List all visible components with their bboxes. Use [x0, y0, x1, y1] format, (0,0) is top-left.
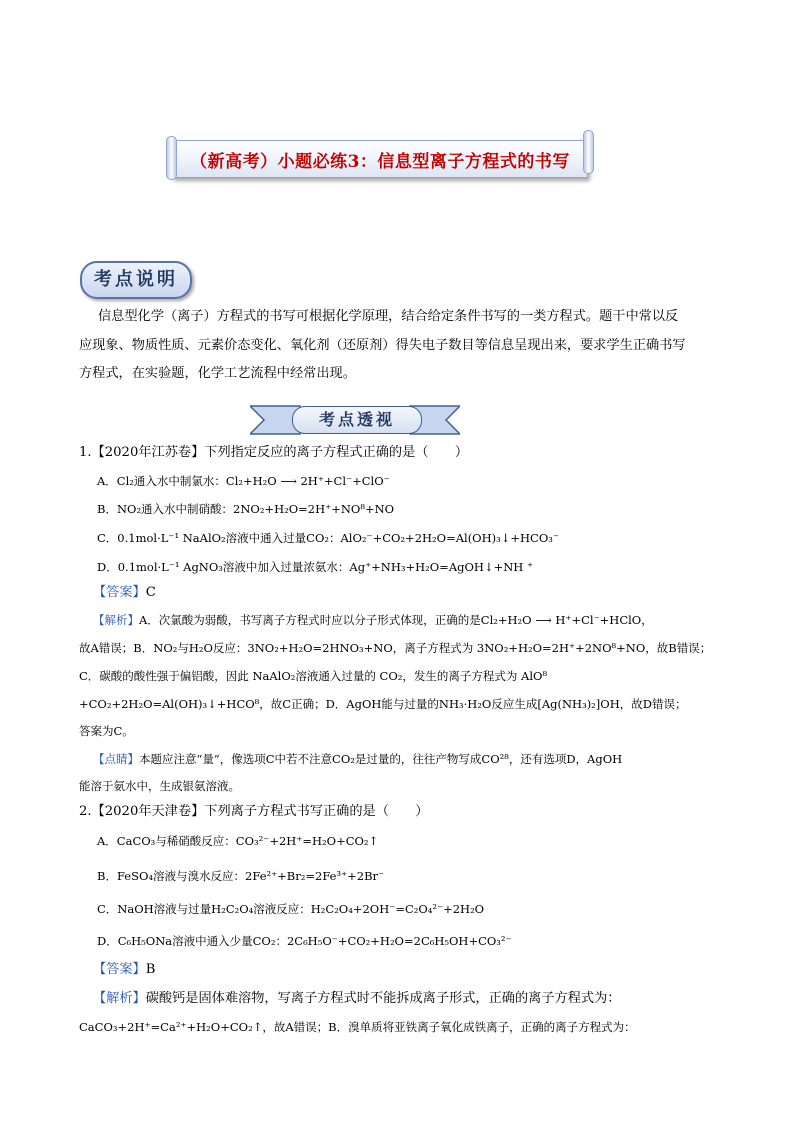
q1-analysis-line-1	[93, 610, 653, 630]
q2-stem: 2.【2020年天津卷】下列离子方程式书写正确的是（ ）	[79, 804, 429, 819]
q2-option-d: D．C₆H₅ONa溶液中通入少量CO₂：2C₆H₅O⁻+CO₂+H₂O=2C₆H₅OH+CO₃²⁻	[97, 934, 512, 948]
q1-analysis-line-5: 答案为C。	[79, 724, 134, 738]
q1-analysis-line-3: C．碳酸的酸性强于偏铝酸，因此 NaAlO₂溶液通入过量的 CO₂，发生的离子方程式为 AlO⁸	[79, 669, 548, 683]
q1-answer	[93, 583, 156, 603]
q1-note-line-1	[93, 749, 622, 769]
q2-option-c: C．NaOH溶液与过量H₂C₂O₄溶液反应：H₂C₂O₄+2OH⁻=C₂O₄²⁻+2H₂O	[97, 902, 485, 916]
page-title: （新高考）小题必练3：信息型离子方程式的书写	[190, 152, 570, 172]
q1-answer-tag: 【答案】	[93, 585, 146, 600]
q2-analysis-line-2: CaCO₃+2H⁺=Ca²⁺+H₂O+CO₂↑，故A错误；B．溴单质将亚铁离子氧化成铁离子，正确的离子方程式为：	[79, 1020, 636, 1034]
q1-stem: 1.【2020年江苏卷】下列指定反应的离子方程式正确的是（ ）	[79, 445, 469, 460]
q2-answer	[93, 960, 155, 980]
q1-answer-value: C	[145, 585, 156, 600]
q1-option-b: B．NO₂通入水中制硝酸：2NO₂+H₂O=2H⁺+NO⁸+NO	[97, 502, 395, 516]
intro-line-3: 方程式，在实验题，化学工艺流程中经常出现。	[79, 366, 356, 381]
title-banner	[166, 130, 594, 180]
section-ribbon-perspective	[250, 400, 460, 440]
q1-option-c: C．0.1mol·L⁻¹ NaAlO₂溶液中通入过量CO₂：AlO₂⁻+CO₂+2H₂O=Al(OH)₃↓+HCO₃⁻	[97, 531, 559, 545]
intro-line-2: 应现象、物质性质、元素价态变化、氧化剂（还原剂）得失电子数目等信息呈现出来，要求学生正确书写	[79, 338, 686, 353]
q1-note-tag: 【点睛】	[93, 752, 139, 766]
q1-analysis-tag: 【解析】	[93, 613, 139, 627]
q1-note-line-2: 能溶于氨水中，生成银氨溶液。	[79, 779, 240, 793]
q1-analysis-line-2: 故A错误；B．NO₂与H₂O反应：3NO₂+H₂O=2HNO₃+NO，离子方程式为 3NO₂+H₂O=2H⁺+2NO⁸+NO，故B错误；	[79, 641, 712, 655]
q2-analysis-tag: 【解析】	[93, 991, 146, 1006]
ribbon-label: 考点透视	[292, 406, 422, 434]
intro-line-1: 信息型化学（离子）方程式的书写可根据化学原理，结合给定条件书写的一类方程式。题干中常以反	[98, 309, 679, 324]
q2-answer-value: B	[145, 962, 156, 977]
q1-option-a: A．Cl₂通入水中制氯水：Cl₂+H₂O ⟶ 2H⁺+Cl⁻+ClO⁻	[97, 474, 390, 488]
q1-analysis-text-1: A．次氯酸为弱酸，书写离子方程式时应以分子形式体现，正确的是Cl₂+H₂O ⟶ H⁺+Cl⁻+HClO，	[139, 613, 653, 627]
q1-option-d: D．0.1mol·L⁻¹ AgNO₃溶液中加入过量浓氨水：Ag⁺+NH₃+H₂O=AgOH↓+NH ⁺	[97, 560, 534, 574]
q2-answer-tag: 【答案】	[93, 962, 146, 977]
q2-option-a: A．CaCO₃与稀硝酸反应：CO₃²⁻+2H⁺=H₂O+CO₂↑	[97, 834, 379, 848]
q2-analysis-line-1	[93, 989, 621, 1009]
q2-analysis-text-1: 碳酸钙是固体难溶物，写离子方程式时不能拆成离子形式，正确的离子方程式为：	[145, 991, 621, 1006]
section-badge-explanation: 考点说明	[80, 261, 192, 299]
q1-note-text-1: 本题应注意“量”，像选项C中若不注意CO₂是过量的，往往产物写成CO²⁸，还有选项D，AgOH	[139, 752, 623, 766]
q1-analysis-line-4: +CO₂+2H₂O=Al(OH)₃↓+HCO⁸，故C正确；D．AgOH能与过量的NH₃·H₂O反应生成[Ag(NH₃)₂]OH，故D错误；	[79, 697, 687, 711]
q2-option-b: B．FeSO₄溶液与溴水反应：2Fe²⁺+Br₂=2Fe³⁺+2Br⁻	[97, 869, 385, 883]
